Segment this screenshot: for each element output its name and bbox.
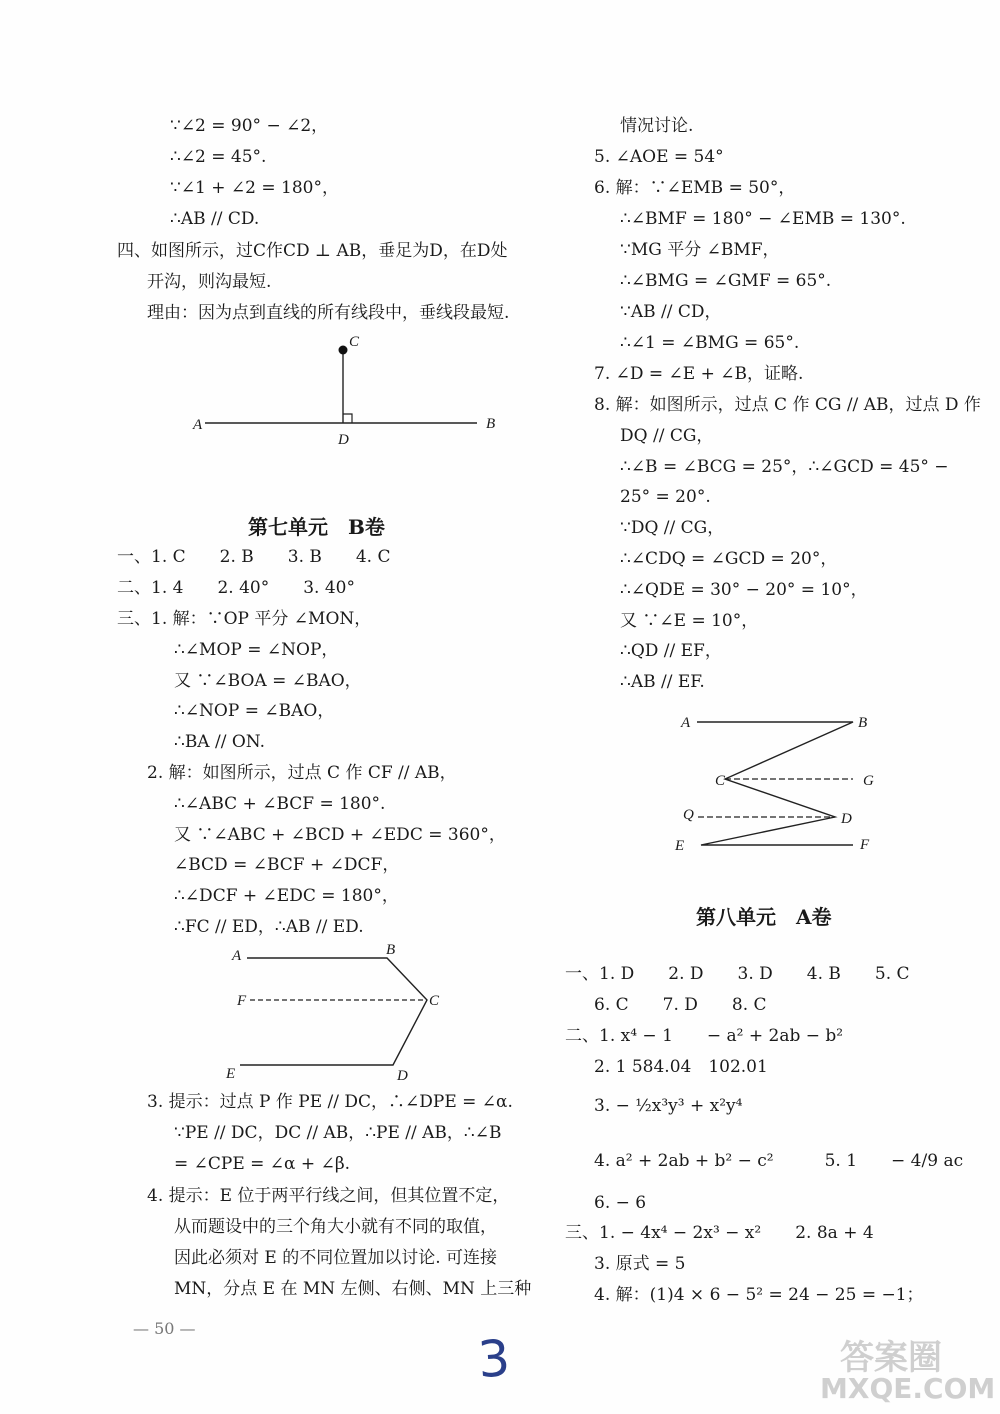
- left2-line-1: 一、1. C 2. B 3. B 4. C: [117, 547, 391, 567]
- right-line-18: ∴QD // EF，: [620, 641, 722, 661]
- left2-line-8: 2. 解：如图所示，过点 C 作 CF // AB，: [147, 763, 457, 783]
- label-c: C: [429, 993, 440, 1009]
- label-d: D: [841, 811, 852, 827]
- left2-line-3: 三、1. 解：∵OP 平分 ∠MON，: [117, 609, 372, 629]
- right-line-19: ∴AB // EF.: [620, 672, 705, 692]
- left3-line-5: 从而题设中的三个角大小就有不同的取值，: [174, 1217, 497, 1237]
- label-e: E: [226, 1066, 236, 1082]
- right2-line-6: 4. a² + 2ab + b² − c² 5. 1 − 4/9 ac: [594, 1151, 964, 1171]
- left2-line-4: ∴∠MOP = ∠NOP，: [174, 640, 339, 660]
- heading-unit8-a: 第八单元 A卷: [696, 905, 832, 929]
- right-line-5: ∵MG 平分 ∠BMF，: [620, 240, 780, 260]
- right-line-7: ∵AB // CD，: [620, 302, 722, 322]
- watermark-logo: 答案圈: [840, 1338, 942, 1378]
- right2-line-10: 4. 解：(1)4 × 6 − 5² = 24 − 25 = −1；: [594, 1285, 924, 1305]
- left-line-7: 理由：因为点到直线的所有线段中，垂线段最短.: [147, 303, 510, 323]
- figure-bent-line: [220, 940, 460, 1085]
- right2-line-8: 三、1. − 4x⁴ − 2x³ − x² 2. 8a + 4: [565, 1223, 874, 1243]
- label-g: G: [863, 773, 874, 789]
- right2-line-4: 2. 1 584.04 102.01: [594, 1057, 768, 1077]
- right-line-12: ∴∠B = ∠BCG = 25°，∴∠GCD = 45° −: [620, 457, 949, 477]
- left3-line-4: 4. 提示：E 位于两平行线之间，但其位置不定，: [147, 1186, 510, 1206]
- page-number: — 50 —: [133, 1319, 196, 1338]
- watermark-url: MXQE.COM: [820, 1372, 996, 1405]
- right-line-15: ∴∠CDQ = ∠GCD = 20°，: [620, 549, 838, 569]
- label-f: F: [237, 993, 247, 1009]
- label-f: F: [860, 837, 870, 853]
- point-c-dot: [339, 346, 348, 355]
- label-b: B: [386, 942, 396, 958]
- right2-line-1: 一、1. D 2. D 3. D 4. B 5. C: [565, 964, 910, 984]
- right-line-8: ∴∠1 = ∠BMG = 65°.: [620, 333, 800, 353]
- right-line-6: ∴∠BMG = ∠GMF = 65°.: [620, 271, 832, 291]
- label-a: A: [232, 948, 242, 964]
- label-c: C: [349, 334, 360, 350]
- left-line-5: 四、如图所示，过C作CD ⊥ AB，垂足为D，在D处: [117, 241, 508, 261]
- label-d: D: [397, 1068, 408, 1084]
- left2-line-5: 又 ∵∠BOA = ∠BAO，: [174, 671, 362, 691]
- right2-line-9: 3. 原式 = 5: [594, 1254, 686, 1274]
- left2-line-12: ∴∠DCF + ∠EDC = 180°，: [174, 886, 399, 906]
- right2-line-2: 6. C 7. D 8. C: [594, 995, 767, 1015]
- left-line-2: ∴∠2 = 45°.: [170, 147, 267, 167]
- left2-line-11: ∠BCD = ∠BCF + ∠DCF，: [174, 855, 400, 875]
- left-line-3: ∵∠1 + ∠2 = 180°，: [170, 178, 339, 198]
- left2-line-13: ∴FC // ED，∴AB // ED.: [174, 917, 364, 937]
- left3-line-3: = ∠CPE = ∠α + ∠β.: [174, 1154, 351, 1174]
- left2-line-2: 二、1. 4 2. 40° 3. 40°: [117, 578, 355, 598]
- label-e: E: [675, 838, 685, 854]
- right2-line-7: 6. − 6: [594, 1193, 647, 1213]
- right-line-17: 又 ∵∠E = 10°，: [620, 611, 759, 631]
- left-line-6: 开沟，则沟最短.: [147, 272, 272, 292]
- label-a: A: [193, 417, 203, 433]
- right-line-13: 25° = 20°.: [620, 487, 711, 507]
- left3-line-2: ∵PE // DC，DC // AB，∴PE // AB，∴∠B: [174, 1123, 502, 1143]
- right-line-10: 8. 解：如图所示，过点 C 作 CG // AB，过点 D 作: [594, 395, 981, 415]
- handwritten-mark: 3: [476, 1328, 512, 1390]
- left2-line-7: ∴BA // ON.: [174, 732, 265, 752]
- left-line-4: ∴AB // CD.: [170, 209, 260, 229]
- label-q: Q: [683, 807, 694, 823]
- label-b: B: [858, 715, 868, 731]
- left2-line-10: 又 ∵∠ABC + ∠BCD + ∠EDC = 360°，: [174, 825, 506, 845]
- left2-line-9: ∴∠ABC + ∠BCF = 180°.: [174, 794, 386, 814]
- right-line-4: ∴∠BMF = 180° − ∠EMB = 130°.: [620, 209, 906, 229]
- figure-perpendicular: [185, 330, 515, 445]
- left3-line-6: 因此必须对 E 的不同位置加以讨论. 可连接: [174, 1248, 498, 1268]
- label-b: B: [486, 416, 496, 432]
- label-d: D: [338, 432, 349, 445]
- right-line-16: ∴∠QDE = 30° − 20° = 10°，: [620, 580, 868, 600]
- right-line-3: 6. 解：∵∠EMB = 50°，: [594, 178, 796, 198]
- right-line-9: 7. ∠D = ∠E + ∠B，证略.: [594, 364, 804, 384]
- left3-line-1: 3. 提示：过点 P 作 PE // DC，∴∠DPE = ∠α.: [147, 1092, 513, 1112]
- right-line-2: 5. ∠AOE = 54°: [594, 147, 724, 167]
- right-line-14: ∵DQ // CG，: [620, 518, 725, 538]
- heading-unit7-b: 第七单元 B卷: [248, 515, 385, 539]
- left-line-1: ∵∠2 = 90° − ∠2，: [170, 116, 329, 136]
- right2-line-5: 3. − ½x³y³ + x²y⁴: [594, 1096, 743, 1116]
- right-line-11: DQ // CG，: [620, 426, 714, 446]
- label-c: C: [715, 773, 726, 789]
- right2-line-3: 二、1. x⁴ − 1 − a² + 2ab − b²: [565, 1026, 844, 1046]
- label-a: A: [681, 715, 691, 731]
- right-line-1: 情况讨论.: [620, 116, 694, 136]
- left3-line-7: MN，分点 E 在 MN 左侧、右侧、MN 上三种: [174, 1279, 532, 1299]
- left2-line-6: ∴∠NOP = ∠BAO，: [174, 701, 335, 721]
- figure-zigzag: [665, 705, 895, 865]
